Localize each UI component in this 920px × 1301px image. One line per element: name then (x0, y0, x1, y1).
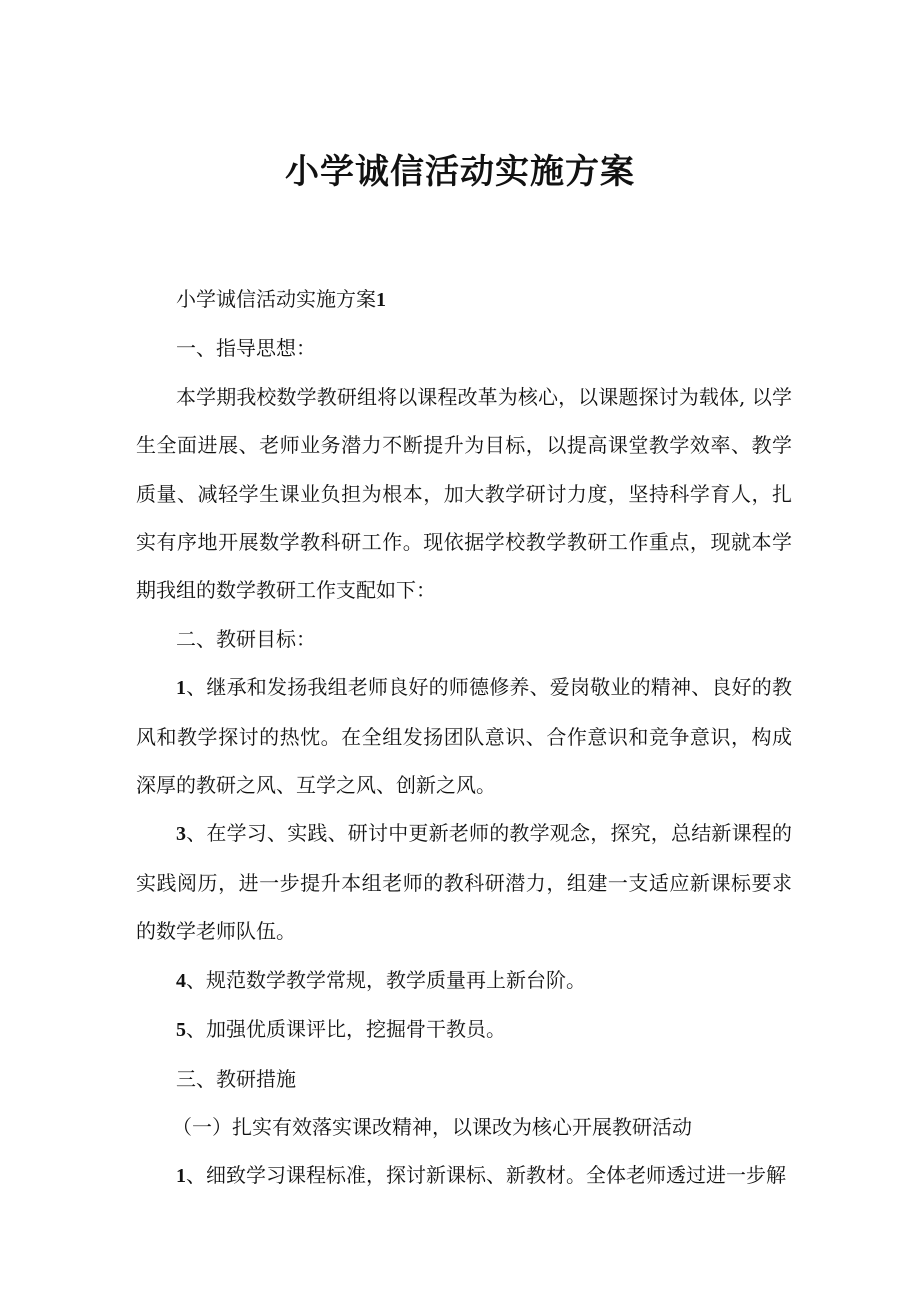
goal-text: 、加强优质课评比，挖掘骨干教员。 (186, 1017, 506, 1042)
goals-heading: 二、教研目标： (176, 626, 316, 651)
goal-text: 、继承和发扬我组老师良好的师德修养、爱岗敬业的精神、良好的教风和教学探讨的热忱。在全组发扬团队意识、合作意识和竞争意识，构成深厚的教研之风、互学之风、创新之风。 (136, 675, 792, 798)
guiding-paragraph: 本学期我校数学教研组将以课程改革为核心，以课题探讨为载体, 以学生全面进展、老师业务潜力不断提升为目标，以提高课堂教学效率、教学质量、减轻学生课业负担为根本，加大教学研讨力度，坚持科学育人，扎实有序地开展数学教科研工作。现依据学校教学教研工作重点，现就本学期我组的数学教研工作支配如下： (136, 384, 792, 603)
measures-item (136, 1151, 792, 1200)
goal-item (136, 809, 792, 955)
measures-sub-heading: （一）扎实有效落实课改精神，以课改为核心开展教研活动 (172, 1114, 692, 1139)
goal-item (136, 663, 792, 809)
goal-item (136, 1005, 792, 1054)
section-heading-text: 小学诚信活动实施方案 (176, 287, 376, 311)
goal-number: 5 (176, 1019, 186, 1042)
goal-text: 、规范数学教学常规，教学质量再上新台阶。 (186, 967, 586, 992)
goal-number: 4 (176, 969, 186, 992)
guiding-heading: 一、指导思想： (176, 336, 316, 361)
document-title: 小学诚信活动实施方案 (285, 152, 635, 192)
measures-item-text: 、细致学习课程标准，探讨新课标、新教材。全体老师透过进一步解 (186, 1163, 786, 1188)
section-heading (136, 275, 792, 324)
section-heading-number: 1 (376, 289, 386, 311)
goal-number: 3 (176, 823, 186, 846)
measures-item-number: 1 (176, 1165, 186, 1188)
goal-item (136, 956, 792, 1005)
measures-heading: 三、教研措施 (176, 1066, 296, 1091)
goal-text: 、在学习、实践、研讨中更新老师的教学观念，探究，总结新课程的实践阅历，进一步提升本组老师的教科研潜力，组建一支适应新课标要求的数学老师队伍。 (136, 821, 792, 944)
goal-number: 1 (176, 677, 186, 700)
document-body (136, 275, 792, 1201)
